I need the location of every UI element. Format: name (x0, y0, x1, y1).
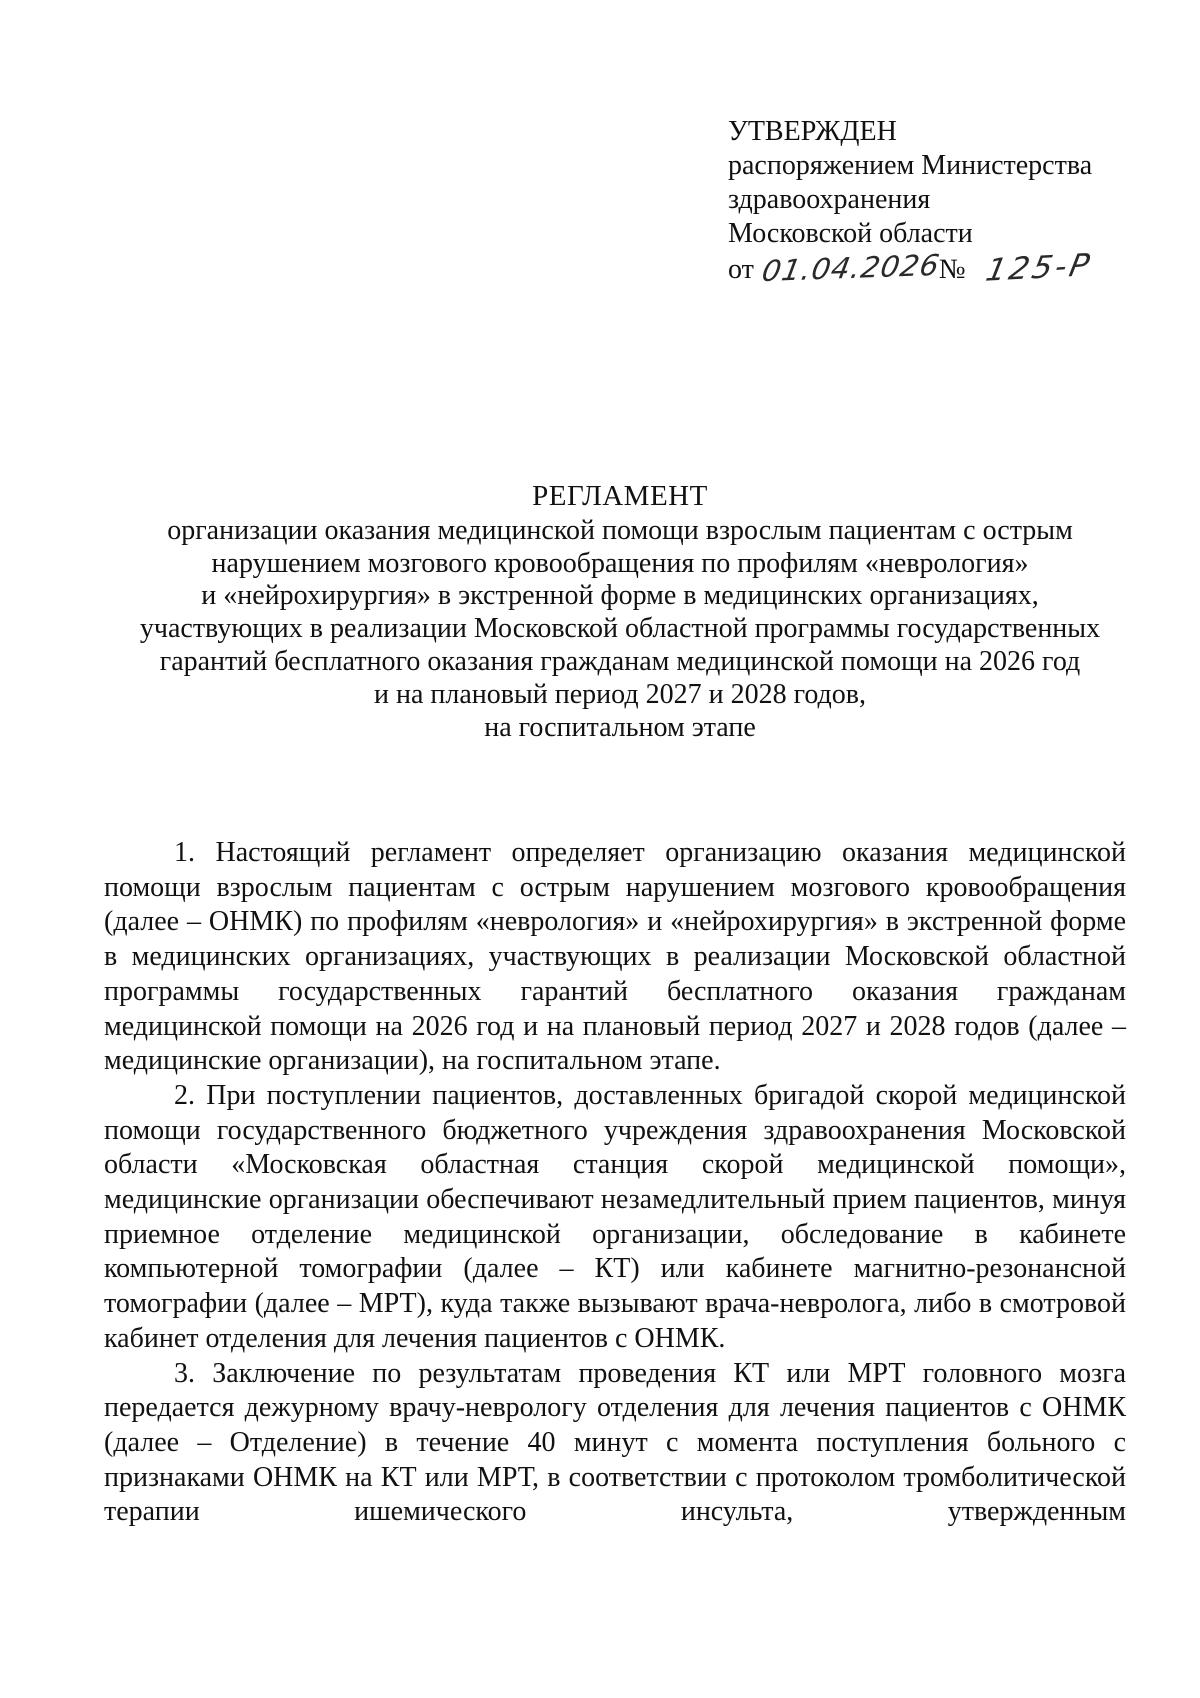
title-line: на госпитальном этапе (484, 711, 756, 743)
approval-date-line (728, 247, 1128, 289)
paragraph-3: 3. Заключение по результатам проведения КТ или МРТ головного мозга передается дежурному врачу-неврологу отделения для лечения пациентов с ОНМК (далее – Отделение) в течение 40 минут с момента поступления больного с признаками ОНМК на КТ или МРТ, в соответствии с протоколом тромболитической терапии ишемического инсульта, утвержденным (104, 1357, 1126, 1528)
title-line: нарушением мозгового кровообращения по профилям «неврология» (211, 547, 1029, 579)
approval-issuer-line: распоряжением Министерства (728, 150, 1093, 181)
approval-issuer-line: здравоохранения (728, 184, 931, 215)
paragraph-1: 1. Настоящий регламент определяет организацию оказания медицинской помощи взрослым пациентам с острым нарушением мозгового кровообращения (далее – ОНМК) по профилям «неврология» и «нейрохирургия» в экстренной форме в медицинских организациях, участвующих в реализации Московской областной программы государственных гарантий бесплатного оказания гражданам медицинской помощи на 2026 год и на плановый период 2027 и 2028 годов (далее – медицинские организации), на госпитальном этапе. (104, 837, 1126, 1077)
document-body (104, 836, 1126, 1530)
title-line: гарантий бесплатного оказания гражданам медицинской помощи на 2026 год (159, 645, 1081, 677)
approval-stamp-block (728, 115, 1128, 289)
title-line: организации оказания медицинской помощи взрослым пациентам с острым (167, 514, 1073, 546)
approval-issuer-line: Московской области (728, 218, 973, 249)
document-title-block (100, 480, 1140, 744)
paragraph-2: 2. При поступлении пациентов, доставленных бригадой скорой медицинской помощи государственного бюджетного учреждения здравоохранения Московской области «Московская областная станция скорой медицинской помощи», медицинские организации обеспечивают незамедлительный прием пациентов, минуя приемное отделение медицинской организации, обследование в кабинете компьютерной томографии (далее – КТ) или кабинете магнитно-резонансной томографии (далее – МРТ), куда также вызывают врача-невролога, либо в смотровой кабинет отделения для лечения пациентов с ОНМК. (104, 1079, 1126, 1354)
number-sign: № (938, 254, 966, 285)
title-line: участвующих в реализации Московской областной программы государственных (139, 613, 1101, 645)
date-prefix: от (728, 254, 754, 285)
title-line: и «нейрохирургия» в экстренной форме в медицинских организациях, (201, 580, 1039, 612)
handwritten-date: 01.04.2026 (759, 247, 943, 289)
handwritten-number: 125-Р (982, 247, 1095, 289)
document-title: РЕГЛАМЕНТ (532, 480, 708, 512)
approval-heading: УТВЕРЖДЕН (728, 116, 897, 147)
title-line: и на плановый период 2027 и 2028 годов, (373, 678, 867, 710)
